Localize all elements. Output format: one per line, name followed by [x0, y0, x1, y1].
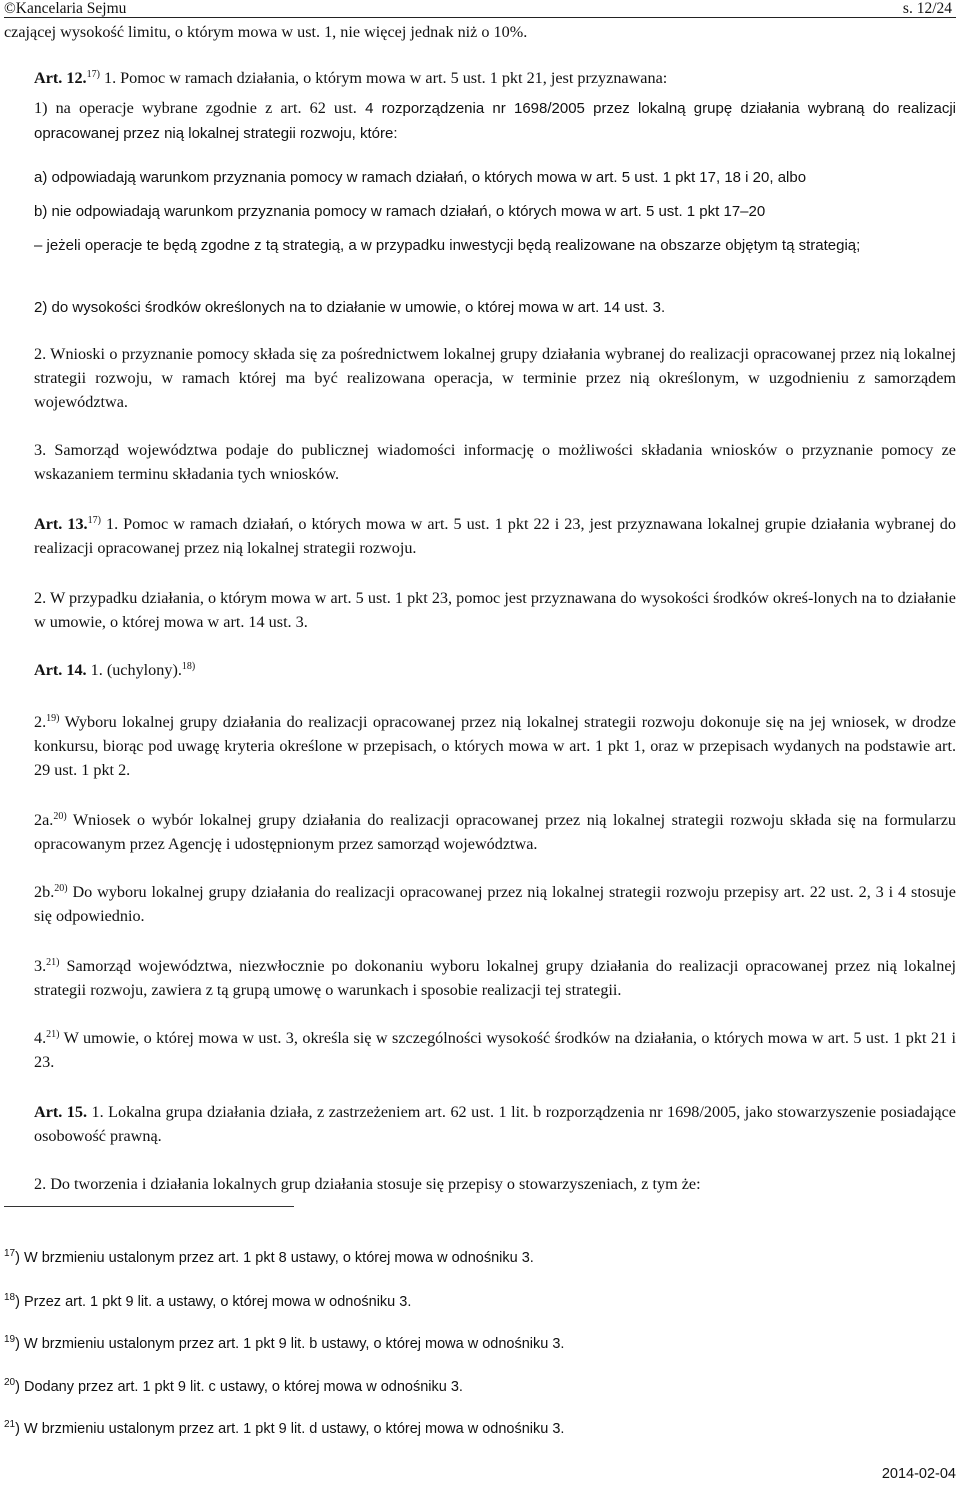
article-12-letter-a: a) odpowiadają warunkom przyznania pomocy w ramach działań, o których mowa w art. 5 ust. 1 pkt 17, 18 i 20, albo: [34, 169, 807, 186]
article-14-text: 1. (uchylony).: [86, 661, 182, 679]
paragraph-continuation: czającej wysokość limitu, o którym mowa w ust. 1, nie więcej jednak niż o 10%.: [4, 23, 528, 41]
footnote-text: ) Dodany przez art. 1 pkt 9 lit. c ustawy, o której mowa w odnośniku 3.: [15, 1379, 463, 1395]
footnote-number: 21: [4, 1419, 16, 1430]
point-1-serif: 1) na operacje wybrane zgodnie z art. 62 ust.: [34, 99, 357, 117]
article-14-heading: Art. 14.: [34, 661, 87, 679]
footnote-19: [4, 1334, 564, 1354]
article-15-para-2: 2. Do tworzenia i działania lokalnych grup działania stosuje się przepisy o stowarzyszeniach, z tym że:: [34, 1175, 701, 1193]
article-12-para-2: 2. Wnioski o przyznanie pomocy składa się za pośrednictwem lokalnej grupy działania wybranej do realizacji opracowanej przez nią lokalnej strategii rozwoju, w ramach której ma być realizowana operacja, w terminie przez nią określonym, w uzgodnieniu z samorządem województwa.: [34, 345, 956, 411]
article-13-para-2: 2. W przypadku działania, o którym mowa w art. 5 ust. 1 pkt 23, pomoc jest przyznawana do wysokości środków okreś-lonych na to działanie w umowie, o której mowa w art. 14 ust. 3.: [34, 589, 956, 631]
article-15-text: 1. Lokalna grupa działania działa, z zastrzeżeniem art. 62 ust. 1 lit. b rozporządzenia nr 1698/2005, jako stowarzyszenie posiadające osobowość prawną.: [34, 1103, 956, 1145]
article-14-para-4: [4, 1026, 956, 1074]
footnote-number: 17: [4, 1248, 16, 1259]
footnote-number: 19: [4, 1334, 16, 1345]
footnote-21: [4, 1419, 564, 1439]
article-12-text: 1. Pomoc w ramach działania, o którym mowa w art. 5 ust. 1 pkt 21, jest przyznawana:: [99, 69, 668, 87]
article-13-text: 1. Pomoc w ramach działań, o których mowa w art. 5 ust. 1 pkt 22 i 23, jest przyznawana lokalnej grupie działania wybranej do realizacji opracowanej przez nią lokalnej strategii rozwoju.: [34, 515, 956, 557]
para-number: 4.: [34, 1029, 47, 1047]
footnote-ref: 19): [46, 713, 60, 724]
article-12-para-1: [4, 66, 956, 90]
article-14-para-1: [4, 658, 956, 682]
footnote-ref: 20): [53, 811, 67, 822]
footnote-ref: 18): [181, 661, 196, 672]
para-number: 3.: [34, 957, 47, 975]
header-copyright: ©Kancelaria Sejmu: [4, 0, 127, 17]
footnote-divider: [4, 1206, 294, 1207]
article-13-heading: Art. 13.: [34, 515, 88, 533]
para-text: Wniosek o wybór lokalnej grupy działania do realizacji opracowanej przez nią lokalnej strategii rozwoju składa się na formularzu opracowanym przez Agencję i udostępnionym przez samorząd województwa.: [34, 811, 956, 853]
para-number: 2b.: [34, 883, 55, 901]
footnote-ref: 21): [46, 1029, 60, 1040]
footnote-18: [4, 1292, 411, 1312]
footnote-text: ) Przez art. 1 pkt 9 lit. a ustawy, o której mowa w odnośniku 3.: [15, 1294, 412, 1310]
footnote-ref: 20): [54, 883, 68, 894]
footnote-text: ) W brzmieniu ustalonym przez art. 1 pkt 9 lit. b ustawy, o której mowa w odnośniku 3.: [15, 1336, 565, 1352]
para-number: 2.: [34, 713, 47, 731]
footnote-17: [4, 1248, 534, 1268]
footnote-number: 18: [4, 1292, 16, 1303]
footnote-number: 20: [4, 1377, 16, 1388]
para-text: W umowie, o której mowa w ust. 3, określa się w szczególności wysokość środków na działania, o których mowa w art. 5 ust. 1 pkt 21 i 23.: [34, 1029, 956, 1071]
page-header: [4, 0, 956, 18]
para-text: Wyboru lokalnej grupy działania do realizacji opracowanej przez nią lokalnej strategii rozwoju dokonuje się na jej wniosek, w drodze konkursu, biorąc pod uwagę kryteria określone w przepisach, o których mowa w art. 1 pkt 1, oraz w przepisach wydanych na podstawie art. 29 ust. 1 pkt 2.: [34, 713, 956, 779]
page-number: s. 12/24: [902, 0, 952, 17]
article-12-point-1: [4, 96, 956, 146]
footnote-20: [4, 1377, 463, 1397]
article-15-heading: Art. 15.: [34, 1103, 88, 1121]
article-14-para-2b: [4, 880, 956, 928]
footnote-ref: 17): [86, 69, 100, 80]
article-12-dash: – jeżeli operacje te będą zgodne z tą strategią, a w przypadku inwestycji będą realizowane na obszarze objętym tą strategią;: [34, 237, 861, 254]
para-text: Samorząd województwa, niezwłocznie po dokonaniu wyboru lokalnej grupy działania do realizacji opracowanej przez nią lokalnej strategii rozwoju, zawiera z tą grupą umowę o warunkach i sposobie realizacji tej strategii.: [34, 957, 956, 999]
para-number: 2a.: [34, 811, 54, 829]
article-13-para-1: [4, 512, 956, 560]
footnote-ref: 17): [87, 515, 101, 526]
article-14-para-3: [4, 954, 956, 1002]
point-1-sans: 4 rozporządzenia nr 1698/2005 przez lokalną grupę działania wybraną do realizacji opracowanej przez nią lokalnej strategii rozwoju, które:: [34, 100, 957, 142]
article-14-para-2a: [4, 808, 956, 856]
footnote-text: ) W brzmieniu ustalonym przez art. 1 pkt 9 lit. d ustawy, o której mowa w odnośniku 3.: [15, 1421, 565, 1437]
article-12-point-2: 2) do wysokości środków określonych na to działanie w umowie, o której mowa w art. 14 ust. 3.: [34, 299, 666, 316]
article-12-heading: Art. 12.: [34, 69, 87, 87]
article-15-para-1: [4, 1100, 956, 1148]
para-text: Do wyboru lokalnej grupy działania do realizacji opracowanej przez nią lokalnej strategii rozwoju przepisy art. 22 ust. 2, 3 i 4 stosuje się odpowiednio.: [34, 883, 956, 925]
article-14-para-2: [4, 710, 956, 782]
footnote-text: ) W brzmieniu ustalonym przez art. 1 pkt 8 ustawy, o której mowa w odnośniku 3.: [15, 1250, 534, 1266]
footer-date: 2014-02-04: [881, 1466, 956, 1482]
footnote-ref: 21): [46, 957, 60, 968]
article-12-letter-b: b) nie odpowiadają warunkom przyznania pomocy w ramach działań, o których mowa w art. 5 ust. 1 pkt 17–20: [34, 203, 766, 220]
article-12-para-3: 3. Samorząd województwa podaje do publicznej wiadomości informację o możliwości składania wniosków o przyznanie pomocy ze wskazaniem terminu składania tych wniosków.: [34, 441, 956, 483]
